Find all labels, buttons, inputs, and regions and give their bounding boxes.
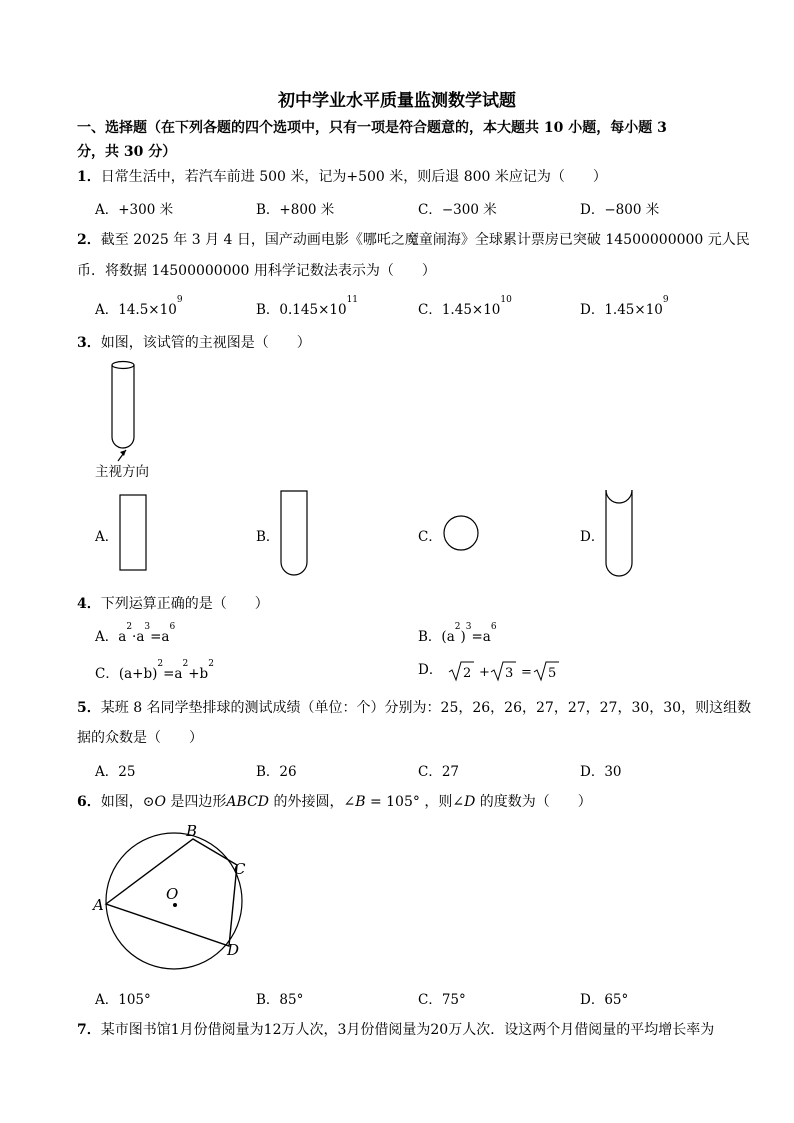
q4-option-d[interactable]	[418, 658, 565, 683]
question-number: 6．	[77, 794, 101, 810]
question-text: 如图，该试管的主视图是（ ）	[100, 335, 311, 351]
circle-quadrilateral-figure	[88, 822, 263, 982]
expr-exp: 2	[126, 622, 133, 632]
tube-opening	[112, 362, 134, 369]
question-5-stem-line2: 据的众数是（ ）	[77, 730, 203, 746]
q3-option-c-label[interactable]: C．	[418, 529, 442, 545]
question-6-stem	[77, 791, 592, 811]
q6-option-b[interactable]: B．85°	[256, 992, 304, 1008]
question-4-stem	[77, 593, 269, 613]
stem-var: ABCD	[226, 794, 270, 810]
option-exponent: 10	[500, 295, 512, 305]
q1-option-a[interactable]: A．+300 米	[95, 202, 174, 218]
point-label-a: A	[93, 896, 104, 914]
center-point	[173, 903, 177, 907]
point-label-o: O	[166, 885, 179, 903]
question-number: 4．	[77, 596, 101, 612]
point-label-b: B	[186, 822, 198, 840]
option-label: D．	[418, 662, 443, 678]
expr-part: +b	[188, 666, 209, 682]
tube-top-arc	[606, 490, 632, 503]
question-3-stem	[77, 332, 311, 352]
q2-option-c[interactable]	[418, 295, 512, 318]
question-1-stem	[77, 166, 607, 186]
operator: +	[478, 664, 490, 680]
question-text: 某市图书馆1月份借阅量为12万人次，3月份借阅量为20万人次．设这两个月借阅量的平均增长率为	[100, 1022, 715, 1038]
section-heading-line2: 分，共 30 分）	[77, 144, 177, 160]
option-label: D．	[580, 302, 605, 318]
option-exponent: 11	[346, 295, 359, 305]
expr-exp: 6	[490, 622, 497, 632]
question-7-stem	[77, 1019, 714, 1039]
expr-part: a	[118, 629, 127, 645]
question-5-stem-line1	[77, 697, 751, 717]
tube-front-shape	[281, 491, 307, 575]
question-text: 下列运算正确的是（ ）	[100, 596, 269, 612]
q5-option-d[interactable]: D．30	[580, 764, 622, 780]
question-number: 5．	[77, 700, 101, 716]
q5-option-a[interactable]: A．25	[95, 764, 136, 780]
question-2-stem-line2: 币．将数据 14500000000 用科学记数法表示为（ ）	[77, 263, 436, 279]
question-number: 3．	[77, 335, 101, 351]
point-label-c: C	[234, 860, 246, 878]
expr-part: =a	[163, 666, 183, 682]
q5-option-c[interactable]: C．27	[418, 764, 460, 780]
expr-part: ·a	[132, 629, 145, 645]
option-exponent: 9	[176, 295, 183, 305]
expr-part: (a	[441, 629, 455, 645]
expr-exp: 6	[169, 622, 176, 632]
option-label: C．	[418, 302, 442, 318]
rectangle-shape	[120, 495, 146, 570]
stem-var: O	[154, 794, 166, 810]
expr-part: =a	[471, 629, 491, 645]
expr-exp: 3	[465, 622, 472, 632]
option-base: 1.45×10	[441, 302, 501, 318]
q4-option-c[interactable]	[95, 659, 214, 682]
question-text: 日常生活中，若汽车前进 500 米，记为+500 米，则后退 800 米应记为（ ）	[100, 169, 607, 185]
stem-text: 的度数为（ ）	[475, 794, 592, 810]
q5-option-b[interactable]: B．26	[256, 764, 297, 780]
q3-option-d-label[interactable]: D．	[580, 529, 605, 545]
option-label: A．	[95, 302, 119, 318]
q1-option-b[interactable]: B．+800 米	[256, 202, 335, 218]
radicand: 5	[547, 665, 556, 681]
stem-var: B	[355, 794, 366, 810]
q3-option-d-figure[interactable]	[602, 488, 636, 580]
question-2-stem-line1	[77, 229, 750, 249]
q3-option-a-label[interactable]: A．	[95, 529, 119, 545]
q6-option-c[interactable]: C．75°	[418, 992, 466, 1008]
stem-var: D	[464, 794, 476, 810]
q2-option-b[interactable]	[256, 295, 359, 318]
test-tube-figure	[100, 355, 150, 465]
question-number: 1．	[77, 169, 101, 185]
option-base: 1.45×10	[604, 302, 663, 318]
circle-shape	[444, 516, 478, 550]
option-label: A．	[95, 629, 119, 645]
q2-option-d[interactable]	[580, 295, 669, 318]
expr-exp: 3	[144, 622, 151, 632]
option-exponent: 9	[662, 295, 669, 305]
question-text: 某班 8 名同学垫排球的测试成绩（单位：个）分别为：25，26，26，27，27，27，30，30，则这组数	[100, 700, 752, 716]
point-label-d: D	[227, 941, 240, 959]
expr-exp: 2	[182, 659, 189, 669]
operator: =	[520, 664, 532, 680]
q1-option-c[interactable]: C．−300 米	[418, 202, 497, 218]
question-number: 7．	[77, 1022, 101, 1038]
q3-option-b-figure[interactable]	[277, 490, 311, 578]
radicand: 2	[462, 665, 471, 681]
stem-text: 是四边形	[165, 794, 227, 810]
question-text: 截至 2025 年 3 月 4 日，国产动画电影《哪吒之魔童闹海》全球累计票房已突破 14500000000 元人民	[100, 232, 750, 248]
tube-body	[112, 365, 134, 448]
q1-option-d[interactable]: D．−800 米	[580, 202, 660, 218]
q4-option-a[interactable]	[95, 622, 176, 645]
q6-option-d[interactable]: D．65°	[580, 992, 629, 1008]
section-heading-line1: 一、选择题（在下列各题的四个选项中，只有一项是符合题意的，本大题共 10 小题，每小题 3	[77, 120, 667, 136]
option-label: C．	[95, 666, 119, 682]
option-base: 0.145×10	[279, 302, 347, 318]
page-title: 初中学业水平质量监测数学试题	[278, 91, 516, 111]
expr-part: )	[460, 629, 466, 645]
option-label: B．	[256, 302, 280, 318]
expr-exp: 2	[208, 659, 214, 669]
stem-text: = 105° ，则∠	[365, 794, 465, 810]
q3-option-b-label[interactable]: B．	[256, 529, 280, 545]
q2-option-a[interactable]	[95, 295, 183, 318]
q3-option-a-figure[interactable]	[116, 494, 150, 572]
radicand: 3	[504, 665, 513, 681]
expr-part: (a+b)	[118, 666, 158, 682]
question-number: 2．	[77, 232, 101, 248]
view-direction-label: 主视方向	[95, 464, 149, 480]
stem-text: 的外接圆，∠	[269, 794, 356, 810]
option-label: B．	[418, 629, 442, 645]
q3-option-c-figure[interactable]	[440, 514, 482, 552]
option-base: 14.5×10	[118, 302, 177, 318]
sqrt-expression	[447, 659, 565, 683]
stem-text: 如图，⊙	[100, 794, 155, 810]
expr-exp: 2	[157, 659, 164, 669]
q6-option-a[interactable]: A．105°	[95, 992, 151, 1008]
expr-exp: 2	[454, 622, 461, 632]
expr-part: =a	[150, 629, 170, 645]
q4-option-b[interactable]	[418, 622, 497, 645]
